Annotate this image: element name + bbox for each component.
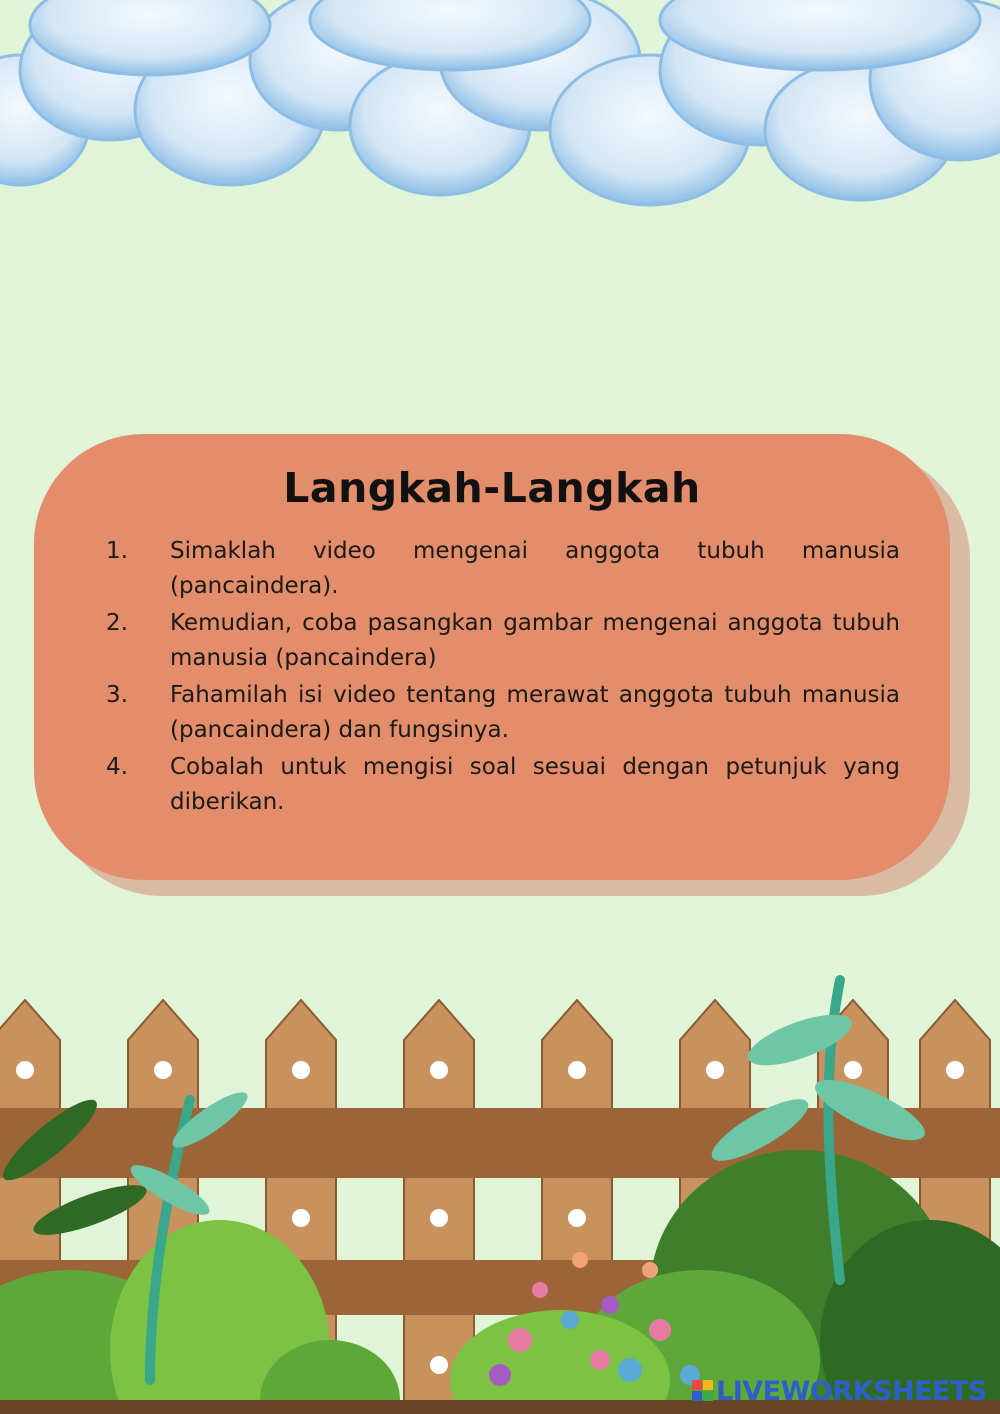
step-item xyxy=(106,534,900,604)
step-text: Kemudian, coba pasangkan gambar mengenai anggota tubuh manusia (pancaindera) xyxy=(170,610,900,671)
liveworksheets-watermark xyxy=(692,1376,987,1406)
step-number: 3. xyxy=(106,682,128,708)
step-item xyxy=(106,750,900,820)
watercolor-clouds xyxy=(0,0,1000,230)
step-text: Fahamilah isi video tentang merawat anggota tubuh manusia (pancaindera) dan fungsinya. xyxy=(170,682,900,743)
watermark-text: LIVEWORKSHEETS xyxy=(716,1375,987,1407)
liveworksheets-logo-icon xyxy=(692,1380,714,1402)
step-item xyxy=(106,606,900,676)
step-text: Cobalah untuk mengisi soal sesuai dengan petunjuk yang diberikan. xyxy=(170,754,900,815)
step-number: 2. xyxy=(106,610,128,636)
step-number: 1. xyxy=(106,538,128,564)
steps-list xyxy=(106,534,900,820)
garden-fence-illustration xyxy=(0,960,1000,1414)
step-item xyxy=(106,678,900,748)
step-number: 4. xyxy=(106,754,128,780)
card-title: Langkah-Langkah xyxy=(283,464,701,512)
step-text: Simaklah video mengenai anggota tubuh manusia (pancaindera). xyxy=(170,538,900,599)
instructions-card xyxy=(34,434,950,880)
